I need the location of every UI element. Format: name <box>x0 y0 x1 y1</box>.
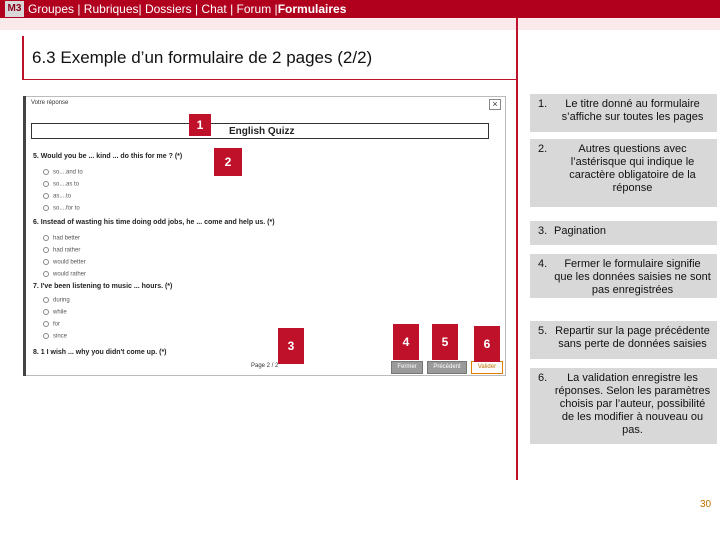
radio-icon[interactable] <box>43 193 49 199</box>
note-6 <box>530 368 717 444</box>
option-7a[interactable]: during <box>43 297 70 304</box>
page-number: 30 <box>700 499 712 510</box>
previous-button[interactable]: Précédent <box>427 361 467 374</box>
option-5a[interactable]: so....and to <box>43 169 83 176</box>
option-7c[interactable]: for <box>43 321 60 328</box>
close-icon[interactable]: × <box>489 99 501 110</box>
question-8: 8. 1 I wish ... why you didn't come up. (*) <box>33 349 167 356</box>
radio-icon[interactable] <box>43 169 49 175</box>
option-5b[interactable]: so....as to <box>43 181 79 188</box>
note-text: Le titre donné au formulaire s’affiche sur toutes les pages <box>561 98 704 123</box>
top-nav-bar <box>0 0 720 18</box>
radio-icon[interactable] <box>43 309 49 315</box>
header-band <box>0 18 720 30</box>
module-badge: M3 <box>5 1 24 17</box>
marker-4: 4 <box>393 324 419 360</box>
note-number: 1. <box>538 98 548 110</box>
radio-icon[interactable] <box>43 333 49 339</box>
option-6d[interactable]: would rather <box>43 271 86 278</box>
radio-icon[interactable] <box>43 321 49 327</box>
nav-links[interactable] <box>28 0 346 18</box>
question-5: 5. Would you be ... kind ... do this for me ? (*) <box>33 153 183 160</box>
close-button[interactable]: Fermer <box>391 361 423 374</box>
option-7b[interactable]: while <box>43 309 67 316</box>
note-number: 5. <box>538 325 548 337</box>
note-text: Fermer le formulaire signifie que les données saisies ne sont pas enregistrées <box>554 258 711 296</box>
marker-5: 5 <box>432 324 458 360</box>
marker-2: 2 <box>214 148 242 176</box>
vertical-divider <box>516 18 518 480</box>
note-text: Pagination <box>554 225 606 237</box>
note-2 <box>530 139 717 207</box>
note-number: 2. <box>538 143 548 155</box>
radio-icon[interactable] <box>43 235 49 241</box>
nav-items[interactable]: Groupes | Rubriques| Dossiers | Chat | Forum | <box>28 2 278 16</box>
dialog-caption: Votre réponse <box>31 100 69 106</box>
note-4 <box>530 254 717 298</box>
note-5 <box>530 321 717 359</box>
screenshot-edge <box>23 96 26 376</box>
option-6a[interactable]: had better <box>43 235 80 242</box>
note-1 <box>530 94 717 132</box>
option-6c[interactable]: would better <box>43 259 86 266</box>
slide-title: 6.3 Exemple d’un formulaire de 2 pages (2/2) <box>32 48 373 67</box>
radio-icon[interactable] <box>43 271 49 277</box>
marker-1: 1 <box>189 114 211 136</box>
note-text: Repartir sur la page précédente sans perte de données saisies <box>555 325 710 350</box>
radio-icon[interactable] <box>43 259 49 265</box>
note-text: La validation enregistre les réponses. Selon les paramètres choisis par l’auteur, possibilité de les modifier à nouveau ou pas. <box>554 372 711 436</box>
note-3 <box>530 221 717 245</box>
pagination: Page 2 / 2 <box>251 363 279 369</box>
note-number: 3. <box>538 225 548 237</box>
note-number: 4. <box>538 258 548 270</box>
question-7: 7. I've been listening to music ... hours. (*) <box>33 283 173 290</box>
marker-6: 6 <box>474 326 500 362</box>
quiz-name: English Quizz <box>229 126 295 137</box>
option-6b[interactable]: had rather <box>43 247 80 254</box>
marker-3: 3 <box>278 328 304 364</box>
radio-icon[interactable] <box>43 205 49 211</box>
option-7d[interactable]: since <box>43 333 67 340</box>
nav-active-item[interactable]: Formulaires <box>277 2 347 16</box>
question-6: 6. Instead of wasting his time doing odd jobs, he ... come and help us. (*) <box>33 219 275 226</box>
radio-icon[interactable] <box>43 247 49 253</box>
note-text: Autres questions avec l’astérisque qui indique le caractère obligatoire de la réponse <box>569 143 696 194</box>
note-number: 6. <box>538 372 548 384</box>
option-5d[interactable]: so....for to <box>43 205 80 212</box>
option-5c[interactable]: as....to <box>43 193 71 200</box>
validate-button[interactable]: Valider <box>471 361 503 374</box>
radio-icon[interactable] <box>43 181 49 187</box>
radio-icon[interactable] <box>43 297 49 303</box>
